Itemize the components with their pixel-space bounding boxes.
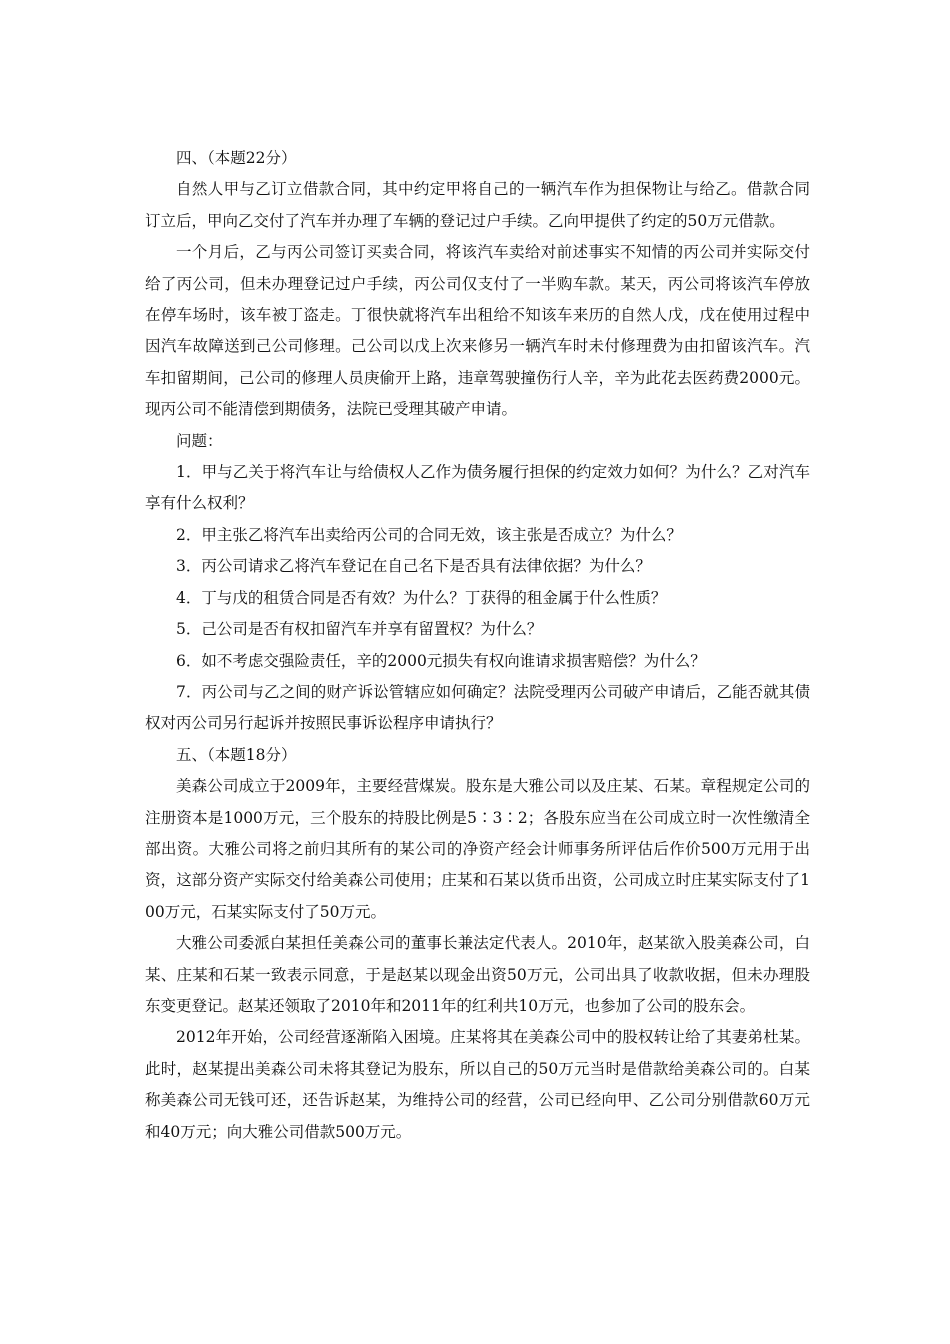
section-5-paragraph: 2012年开始，公司经营逐渐陷入困境。庄某将其在美森公司中的股权转让给了其妻弟杜某。此时，赵某提出美森公司未将其登记为股东，所以自己的50万元当时是借款给美森公司的。白某称美森公司无钱可还，还告诉赵某，为维持公司的经营，公司已经向甲、乙公司分别借款60万元和40万元；向大雅公司借款500万元。	[145, 1028, 810, 1141]
section-5-heading: 五、（本题18分）	[176, 745, 297, 764]
section-4-heading: 四、（本题22分）	[176, 149, 297, 167]
section-5-paragraph: 美森公司成立于2009年，主要经营煤炭。股东是大雅公司以及庄某、石某。章程规定公司的注册资本是1000万元，三个股东的持股比例是5∶3∶2；各股东应当在公司成立时一次性缴清全部出资。大雅公司将之前归其所有的某公司的净资产经会计师事务所评估后作价500万元用于出资，这部分资产实际交付给美森公司使用；庄某和石某以货币出资，公司成立时庄某实际支付了100万元，石某实际支付了50万元。	[145, 777, 810, 921]
question-item: 1．甲与乙关于将汽车让与给债权人乙作为债务履行担保的约定效力如何？为什么？乙对汽车享有什么权利？	[145, 463, 810, 513]
question-item: 2．甲主张乙将汽车出卖给丙公司的合同无效，该主张是否成立？为什么？	[176, 525, 682, 544]
document-body	[145, 143, 810, 1148]
question-item: 4．丁与戊的租赁合同是否有效？为什么？丁获得的租金属于什么性质？	[176, 588, 667, 607]
question-item: 7．丙公司与乙之间的财产诉讼管辖应如何确定？法院受理丙公司破产申请后，乙能否就其债权对丙公司另行起诉并按照民事诉讼程序申请执行？	[145, 682, 810, 733]
question-item: 3．丙公司请求乙将汽车登记在自己名下是否具有法律依据？为什么？	[176, 557, 651, 576]
question-item: 6．如不考虑交强险责任，辛的2000元损失有权向谁请求损害赔偿？为什么？	[176, 651, 706, 670]
section-5-paragraph: 大雅公司委派白某担任美森公司的董事长兼法定代表人。2010年，赵某欲入股美森公司，白某、庄某和石某一致表示同意，于是赵某以现金出资50万元，公司出具了收款收据，但未办理股东变更登记。赵某还领取了2010年和2011年的红利共10万元，也参加了公司的股东会。	[145, 934, 810, 1015]
section-4-paragraph: 自然人甲与乙订立借款合同，其中约定甲将自己的一辆汽车作为担保物让与给乙。借款合同订立后，甲向乙交付了汽车并办理了车辆的登记过户手续。乙向甲提供了约定的50万元借款。	[145, 180, 810, 230]
section-4-paragraph: 一个月后，乙与丙公司签订买卖合同，将该汽车卖给对前述事实不知情的丙公司并实际交付给了丙公司，但未办理登记过户手续，丙公司仅支付了一半购车款。某天，丙公司将该汽车停放在停车场时，该车被丁盗走。丁很快就将汽车出租给不知该车来历的自然人戊，戊在使用过程中因汽车故障送到己公司修理。己公司以戊上次来修另一辆汽车时未付修理费为由扣留该汽车。汽车扣留期间，己公司的修理人员庚偷开上路，违章驾驶撞伤行人辛，辛为此花去医药费2000元。现丙公司不能清偿到期债务，法院已受理其破产申请。	[145, 243, 810, 419]
question-item: 5．己公司是否有权扣留汽车并享有留置权？为什么？	[176, 620, 543, 639]
questions-label: 问题：	[176, 431, 223, 450]
